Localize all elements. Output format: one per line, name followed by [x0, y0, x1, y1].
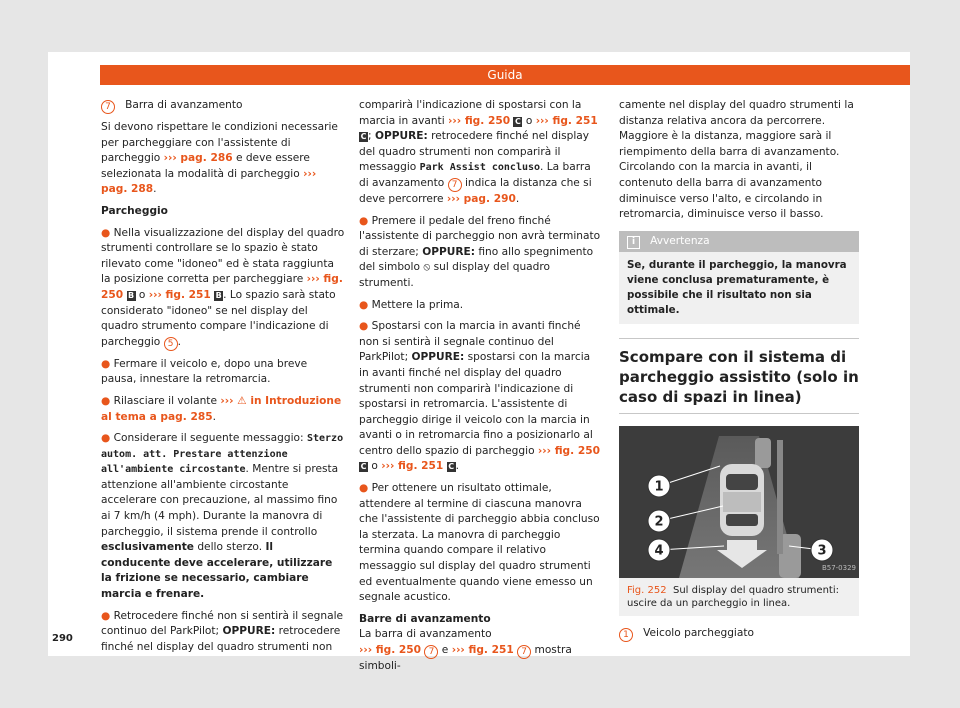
page-link[interactable]: ››› pag. 288 [101, 167, 317, 196]
warning-box [619, 231, 859, 325]
subheading-parcheggio: Parcheggio [101, 204, 168, 217]
figure-letter-box: C [360, 462, 367, 472]
paragraph: Si devono rispettare le condizioni necessarie per parcheggiare con l'assistente di parcheggio ››› pag. 286 e deve essere selezionata la modalità di parcheggio ››› pag. 288. [101, 121, 338, 196]
figure-link[interactable]: ››› fig. 250 [359, 644, 422, 656]
column-3 [619, 98, 859, 648]
figure-letter-box: C [360, 132, 367, 142]
legend-item-7 [101, 98, 345, 114]
figure-letter-box: B [215, 290, 222, 300]
bullet-icon: ● [359, 320, 369, 333]
paragraph: camente nel display del quadro strumenti la distanza relativa ancora da percorrere. Maggiore è la distanza, maggiore sarà il riempimento della barra di avanzamento. Circolando con la marcia in avanti, il contenuto della barra di avanzamento diminuisce verso l'alto, e circolando in retromarcia, diminuisce verso il basso. [619, 99, 854, 221]
warning-text: Se, durante il parcheggio, la manovra viene conclusa prematuramente, è possibile che il risultato non sia ottimale. [627, 259, 847, 317]
section-header: Guida [100, 65, 910, 85]
bullet-item: ● Nella visualizzazione del display del quadro strumenti controllare se lo spazio è stato rilevato come "idoneo" ed è stata raggiunta la posizione corretta per parcheggiare ››› fig. 250 B o ››› fig. 251 B. Lo spazio sarà stato considerato "idoneo" se nel display del quadro strumento compare l'indicazione di parcheggio 5 . [101, 226, 345, 349]
park-assist-off-icon: ⦸ [423, 261, 431, 274]
warning-title: Avvertenza [650, 234, 710, 247]
callout-number: 5 [164, 337, 178, 351]
figure-code: B57-0329 [821, 563, 856, 572]
figure-link[interactable]: ››› fig. 250 [448, 114, 511, 127]
paragraph: comparirà l'indicazione di spostarsi con la marcia in avanti ››› fig. 250 C o ››› fig. 251 C ; OPPURE: retrocedere finché nel display del quadro strumenti non comparirà il messaggio Park Assist concluso. La barra di avanzamento 7 indica la distanza che si deve percorrere ››› pag. 290. [359, 99, 598, 205]
bullet-icon: ● [101, 394, 111, 407]
info-icon: i [627, 236, 640, 249]
figure-callout-label: 4 [654, 543, 664, 559]
callout-number: 7 [101, 100, 115, 114]
bullet-item: ● Mettere la prima. [359, 298, 464, 311]
page-number: 290 [52, 633, 73, 644]
figure-callout-label: 1 [654, 479, 664, 495]
legend-label: Barra di avanzamento [125, 99, 243, 111]
section-title: Scompare con il sistema di parcheggio assistito (solo in caso di spazi in linea) [619, 338, 859, 414]
callout-number: 7 [424, 645, 438, 659]
figure-callout-label: 2 [654, 514, 664, 530]
bullet-icon: ● [101, 609, 111, 622]
instrument-display-illustration [619, 426, 859, 578]
figure-letter-box: C [448, 462, 455, 472]
caption-text: Sul display del quadro strumenti: uscire da un parcheggio in linea. [627, 585, 839, 610]
figure-caption [619, 578, 859, 616]
figure-link[interactable]: ››› fig. 251 [148, 288, 211, 301]
figure-252 [619, 426, 859, 578]
bullet-item: ● Rilasciare il volante ››› ⚠ in Introduzione al tema a pag. 285. [101, 394, 342, 423]
bullet-item: ● Premere il pedale del freno finché l'assistente di parcheggio non avrà terminato di sterzare; OPPURE: fino allo spegnimento del simbolo ⦸ sul display del quadro strumenti. [359, 214, 601, 289]
column-2 [359, 98, 603, 681]
bullet-item: ● Spostarsi con la marcia in avanti finché non si sentirà il segnale continuo del ParkPilot; OPPURE: spostarsi con la marcia in avanti finché nel display del quadro strumenti non comparirà l'indicazione di spostarsi in retromarcia. L'assistente di parcheggio dirige il veicolo con la marcia in avanti o in retromarcia fino a posizionarlo al centro dello spazio di parcheggio ››› fig. 250 C o ››› fig. 251 C . [359, 320, 600, 473]
figure-letter-box: B [127, 290, 135, 300]
bullet-icon: ● [359, 298, 369, 311]
legend-label: Veicolo parcheggiato [643, 627, 755, 640]
bullet-item: ● Considerare il seguente messaggio: Sterzo autom. att. Prestare attenzione all'ambiente circostante. Mentre si presta attenzione all'ambiente circostante accelerare con precauzione, al massimo fino ai 7 km/h (4 mph). Durante la manovra di parcheggio, il sistema prende il controllo esclusivamente dello sterzo. Il conducente deve accelerare, utilizzare la frizione se necessario, cambiare marcia e frenare. [101, 432, 344, 601]
bullet-icon: ● [101, 357, 111, 370]
figure-link[interactable]: ››› fig. 251 [381, 460, 444, 473]
progress-bar [777, 440, 783, 554]
figure-link[interactable]: ››› fig. 251 [535, 114, 598, 127]
warning-header [619, 231, 859, 253]
bullet-item: ● Retrocedere finché non si sentirà il segnale continuo del ParkPilot; OPPURE: retrocedere finché nel display del quadro strumenti non [101, 609, 344, 653]
caption-ref: Fig. 252 [627, 585, 667, 597]
figure-letter-box: C [515, 116, 521, 126]
manual-page [48, 52, 910, 672]
paragraph: La barra di avanzamento ››› fig. 250 7 e ››› fig. 251 7 mostra simboli- [359, 628, 572, 672]
callout-number: 7 [448, 178, 462, 192]
own-vehicle [720, 464, 764, 536]
warning-link[interactable]: ››› ⚠ in Introduzione al tema a pag. 285 [101, 394, 342, 423]
bullet-icon: ● [359, 214, 369, 227]
bullet-icon: ● [359, 482, 369, 495]
page-link[interactable]: ››› pag. 290 [446, 192, 516, 205]
figure-callout-label: 3 [817, 543, 827, 559]
display-message: Park Assist concluso [419, 162, 541, 174]
callout-number: 7 [517, 645, 531, 659]
bullet-item: ● Fermare il veicolo e, dopo una breve pausa, innestare la retromarcia. [101, 357, 308, 386]
figure-link[interactable]: ››› fig. 251 [451, 644, 514, 656]
bullet-item: ● Per ottenere un risultato ottimale, attendere al termine di ciascuna manovra che l'assistente di parcheggio abbia concluso la sterzata. La manovra di parcheggio termina quando compare il relativo messaggio sul display del quadro strumenti ed eventualmente quando viene emesso un segnale acustico. [359, 482, 600, 604]
bullet-icon: ● [101, 226, 111, 239]
figure-link[interactable]: ››› fig. 250 [101, 273, 343, 301]
legend-item-1 [619, 626, 859, 642]
column-1 [101, 98, 345, 661]
parked-car-front [755, 438, 771, 468]
callout-number: 1 [619, 628, 633, 642]
subheading-barre: Barre di avanzamento [359, 612, 491, 625]
page-link[interactable]: ››› pag. 286 [163, 152, 233, 165]
figure-link[interactable]: ››› fig. 250 [537, 444, 600, 457]
display-message: Sterzo autom. att. Prestare attenzione all'ambiente circostante [101, 433, 344, 476]
bullet-icon: ● [101, 432, 111, 445]
